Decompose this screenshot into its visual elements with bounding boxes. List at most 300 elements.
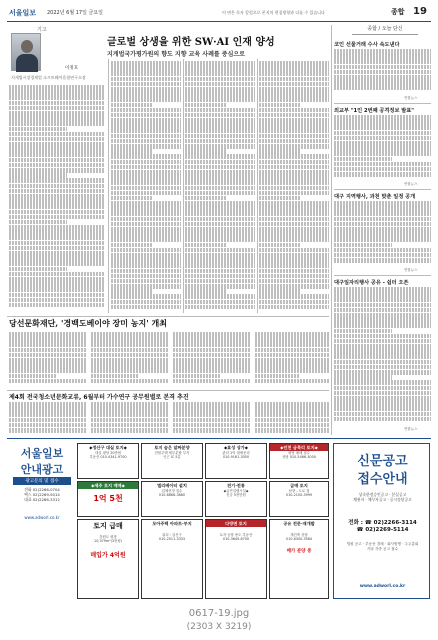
text-line: [259, 211, 329, 216]
text-line: [9, 282, 105, 287]
text-line: [173, 407, 251, 412]
text-line: [259, 279, 329, 284]
right-column-banner: 종합 / 오늘 단신: [352, 25, 418, 35]
public-notice-details: 법원 공고 · 부동산 경매 · 회사합병 · 주주총회 기타 각종 공고 접수: [346, 542, 419, 551]
text-line: [9, 418, 87, 423]
text-line: [334, 85, 431, 90]
text-line: [334, 253, 431, 258]
text-line: [111, 154, 181, 159]
ad-guide-badge: 광고문의 및 접수: [13, 477, 71, 485]
text-line: [91, 342, 169, 347]
classified-ad-title: 전기·전통: [227, 482, 245, 488]
text-line: [259, 97, 329, 102]
second-article-column-2: [91, 332, 169, 388]
text-line: [9, 407, 87, 412]
text-line: [334, 412, 431, 417]
text-line: [111, 289, 153, 294]
text-line: [185, 232, 255, 237]
text-line: [173, 402, 251, 407]
brief-divider: [334, 103, 431, 104]
classified-ad: [141, 519, 203, 599]
text-line: [91, 423, 169, 428]
brief-headline: 대구 지역행사, 과천 맞춘 일정 공개: [334, 194, 416, 200]
text-line: [259, 154, 329, 159]
text-line: [9, 368, 87, 373]
text-line: [334, 125, 431, 130]
text-line: [111, 201, 181, 206]
text-line: [334, 391, 431, 396]
text-line: [259, 263, 329, 268]
brief-source: 연합뉴스: [404, 96, 418, 100]
third-article-headline: 제4회 전국청소년문화교류, 6월부터 가수연구 공무원별로 본격 추진: [9, 394, 189, 401]
text-line: [185, 300, 255, 305]
text-line: [91, 337, 169, 342]
classified-ad-body: ◆급단설렙시설◆ 신규 5천만원: [223, 489, 249, 498]
text-line: [9, 95, 105, 100]
text-line: [334, 131, 431, 136]
classified-ad: [77, 443, 139, 479]
text-line: [185, 243, 227, 248]
text-line: [111, 108, 181, 113]
text-line: [173, 423, 251, 428]
text-line: [111, 305, 181, 310]
text-line: [334, 70, 431, 75]
text-line: [334, 308, 431, 313]
text-line: [185, 263, 255, 268]
text-line: [111, 71, 181, 76]
text-line: [111, 175, 181, 180]
section-name: 종합: [391, 8, 405, 16]
text-line: [9, 261, 105, 266]
classified-ad-body: 위치 : 일산구 010-2011-3333: [158, 533, 186, 542]
second-article-column-1: [9, 332, 87, 388]
classified-ad-title: 다방면 토지: [206, 520, 266, 527]
text-line: [259, 294, 329, 299]
text-line: [91, 353, 169, 358]
text-line: [111, 279, 181, 284]
text-line: [259, 71, 329, 76]
text-line: [111, 160, 181, 165]
text-line: [9, 379, 87, 384]
text-line: [259, 113, 329, 118]
text-line: [9, 332, 87, 337]
text-line: [185, 253, 255, 258]
text-line: [111, 237, 181, 242]
text-line: [255, 348, 329, 353]
text-line: [111, 92, 181, 97]
text-line: [111, 284, 181, 289]
text-line: [91, 412, 169, 417]
text-line: [9, 90, 105, 95]
text-line: [111, 227, 181, 232]
text-line: [9, 85, 105, 90]
text-line: [9, 152, 105, 157]
text-line: [111, 248, 181, 253]
text-line: [185, 139, 255, 144]
text-line: [111, 191, 181, 196]
text-line: [9, 178, 105, 183]
text-line: [173, 379, 251, 384]
text-line: [111, 123, 181, 128]
public-notice-ad: [333, 443, 430, 599]
text-line: [185, 217, 255, 222]
text-line: [185, 196, 227, 201]
text-line: [111, 232, 181, 237]
text-line: [9, 106, 105, 111]
classified-ad-body: 전원주택 세부분할 부지 인근 IC 5분: [154, 451, 190, 460]
text-line: [334, 248, 431, 253]
text-line: [111, 97, 181, 102]
text-line: [334, 344, 431, 349]
text-line: [91, 407, 169, 412]
text-line: [255, 374, 299, 379]
text-line: [334, 334, 431, 339]
text-line: [334, 227, 431, 232]
text-line: [111, 77, 181, 82]
text-line: [9, 272, 105, 277]
classified-ad-title: 엘리베이터 설치: [157, 482, 187, 488]
text-line: [185, 82, 255, 87]
text-line: [334, 54, 431, 59]
text-line: [9, 353, 87, 358]
text-line: [259, 66, 329, 71]
text-line: [334, 172, 431, 177]
text-line: [259, 82, 329, 87]
article-body-column-1: [9, 85, 105, 313]
brief-divider: [334, 189, 431, 190]
text-line: [9, 230, 105, 235]
right-news-column: [334, 25, 431, 431]
second-article-column-3: [173, 332, 251, 388]
text-line: [9, 101, 105, 106]
text-line: [259, 305, 329, 310]
text-line: [259, 118, 329, 123]
text-line: [185, 279, 255, 284]
text-line: [259, 237, 329, 242]
text-line: [334, 222, 431, 227]
public-notice-types: 상속한정승인공고 · 분실공고 채권자 · 채무자공고 · 공시송달공고: [353, 492, 412, 502]
text-line: [111, 186, 181, 191]
text-line: [9, 303, 105, 308]
classified-ad-title: 모아주택 아파트·부지: [152, 520, 192, 526]
text-line: [185, 170, 255, 175]
article-body-column-2: [111, 61, 181, 313]
classified-ad-price: 1억 5천: [93, 494, 123, 503]
newspaper-logo: 서울일보: [9, 9, 37, 17]
right-column-divider: [331, 25, 332, 435]
text-line: [111, 196, 153, 201]
classified-ad-body: 업체선정 접수 010-6866-3880: [158, 489, 186, 498]
image-filename: 0617-19.jpg: [188, 608, 250, 619]
classified-ad-body: 남향 - 도로 접 010-2100-3999: [285, 489, 313, 498]
text-line: [91, 358, 169, 363]
classified-ad-title: 토지 급매: [93, 521, 123, 530]
public-notice-url[interactable]: www.adworl.co.kr: [359, 584, 406, 589]
text-line: [259, 123, 329, 128]
text-line: [259, 232, 329, 237]
text-line: [334, 401, 431, 406]
text-line: [9, 132, 105, 137]
text-line: [9, 342, 87, 347]
text-line: [173, 342, 251, 347]
classified-ad: [205, 481, 267, 517]
text-line: [9, 428, 87, 433]
text-line: [255, 412, 329, 417]
text-line: [259, 128, 329, 133]
text-line: [111, 165, 181, 170]
brief-source: 연합뉴스: [404, 268, 418, 272]
classified-ad-title: 공유 전문·재개발: [283, 520, 315, 526]
text-line: [255, 379, 329, 384]
text-line: [111, 294, 181, 299]
text-line: [111, 134, 181, 139]
brief-source: 연합뉴스: [404, 427, 418, 431]
text-line: [111, 128, 181, 133]
text-line: [334, 386, 431, 391]
text-line: [259, 134, 329, 139]
text-line: [185, 118, 255, 123]
text-line: [173, 337, 251, 342]
newspaper-page: [7, 6, 431, 602]
classified-ad-title: 급매 토지: [290, 482, 308, 488]
text-line: [255, 358, 329, 363]
text-line: [259, 170, 329, 175]
text-line: [9, 158, 105, 163]
text-line: [259, 144, 329, 149]
text-line: [334, 297, 431, 302]
ad-guide-url[interactable]: www.adworl.co.kr: [24, 515, 60, 520]
text-line: [185, 248, 255, 253]
text-line: [255, 402, 329, 407]
text-line: [173, 348, 251, 353]
article-subhead: 지게법국가평가원의 향도 지향 교육 사례를 중심으로: [107, 51, 245, 58]
text-line: [334, 237, 431, 242]
text-line: [259, 248, 329, 253]
text-line: [9, 142, 105, 147]
text-line: [9, 348, 87, 353]
text-line: [173, 368, 251, 373]
text-line: [255, 423, 329, 428]
text-line: [185, 128, 255, 133]
text-line: [185, 186, 255, 191]
text-line: [259, 227, 329, 232]
text-line: [111, 222, 181, 227]
text-line: [9, 235, 105, 240]
classified-ad-title: ◆인천 금북리 토지◆: [270, 444, 328, 451]
text-line: [9, 199, 105, 204]
column-divider: [183, 59, 184, 313]
text-line: [185, 149, 227, 154]
classified-ad: [141, 481, 203, 517]
brief-headline: 외교부 "1인 2번째 공격정보 발표": [334, 108, 414, 114]
classified-ad: [269, 519, 329, 599]
text-line: [255, 418, 329, 423]
text-line: [259, 196, 301, 201]
text-line: [259, 175, 329, 180]
text-line: [111, 269, 181, 274]
text-line: [9, 251, 105, 256]
text-line: [185, 227, 255, 232]
text-line: [259, 139, 329, 144]
editorial-note: 이 면은 독자 칼럼으로 본지의 편집방향과 다를 수 있습니다: [222, 10, 325, 15]
text-line: [185, 77, 255, 82]
text-line: [334, 396, 431, 401]
text-line: [173, 418, 251, 423]
classified-ad: [77, 519, 139, 599]
text-line: [111, 82, 181, 87]
text-line: [9, 402, 87, 407]
text-line: [9, 412, 87, 417]
text-line: [259, 206, 329, 211]
text-line: [111, 149, 153, 154]
text-line: [334, 201, 431, 206]
second-article-column-4: [255, 332, 329, 388]
text-line: [259, 289, 301, 294]
text-line: [9, 256, 105, 261]
classified-ad-price: 매입가 4억원: [90, 551, 126, 559]
text-line: [259, 77, 329, 82]
text-line: [334, 157, 392, 162]
text-line: [185, 284, 255, 289]
brief-headline: 코인 선물거래 수사 속도낸다: [334, 42, 400, 48]
text-line: [259, 186, 329, 191]
text-line: [185, 113, 255, 118]
article-headline: 글로벌 상생을 위한 SW·AI 인재 양성: [107, 37, 275, 48]
text-line: [185, 180, 255, 185]
text-line: [259, 243, 301, 248]
text-line: [185, 191, 255, 196]
text-line: [9, 225, 105, 230]
text-line: [334, 406, 431, 411]
text-line: [185, 201, 255, 206]
ad-guide-subtitle: 안내광고: [20, 463, 64, 476]
text-line: [259, 222, 329, 227]
text-line: [173, 428, 251, 433]
text-line: [91, 348, 169, 353]
text-line: [9, 116, 105, 121]
classified-ad-price: 매가 분양 중: [286, 548, 312, 554]
portrait-body: [16, 54, 38, 72]
text-line: [259, 160, 329, 165]
text-line: [259, 258, 329, 263]
author-title: 지게법시장경제업 소프트웨어융합연구소장: [11, 75, 86, 80]
article-body-column-3: [185, 61, 255, 313]
text-line: [91, 363, 169, 368]
text-line: [334, 360, 431, 365]
brief-source: 연합뉴스: [404, 182, 418, 186]
ad-guide-title: 서울일보: [20, 447, 64, 460]
text-line: [91, 428, 169, 433]
text-line: [259, 253, 329, 258]
text-line: [185, 134, 255, 139]
text-line: [91, 379, 169, 384]
classified-ad-body: 토지·공장 용도 부동산 010-3640-8700: [219, 533, 253, 542]
text-line: [334, 292, 431, 297]
text-line: [334, 136, 431, 141]
ad-guide-box: [9, 443, 75, 599]
text-line: [185, 144, 255, 149]
text-line: [334, 151, 431, 156]
text-line: [334, 313, 431, 318]
text-line: [185, 175, 255, 180]
text-line: [334, 120, 431, 125]
text-line: [255, 353, 329, 358]
text-line: [111, 180, 181, 185]
text-line: [255, 337, 329, 342]
text-line: [334, 49, 431, 54]
text-line: [111, 206, 181, 211]
text-line: [111, 170, 181, 175]
text-line: [111, 243, 153, 248]
text-line: [111, 144, 181, 149]
text-line: [185, 92, 255, 97]
text-line: [9, 215, 105, 220]
text-line: [9, 220, 67, 225]
text-line: [334, 287, 431, 292]
text-line: [185, 108, 255, 113]
text-line: [91, 418, 169, 423]
text-line: [185, 160, 255, 165]
text-line: [9, 374, 56, 379]
text-line: [111, 253, 181, 258]
brief-body: [334, 287, 431, 425]
classified-ad-title: ◆효성 상가◆: [223, 444, 249, 450]
text-line: [9, 363, 87, 368]
text-line: [9, 137, 105, 142]
text-line: [259, 92, 329, 97]
text-line: [9, 246, 105, 251]
column-divider: [108, 59, 109, 313]
text-line: [173, 374, 220, 379]
text-line: [185, 274, 255, 279]
text-line: [9, 267, 67, 272]
text-line: [259, 269, 329, 274]
text-line: [185, 154, 255, 159]
brief-headline: 대구일자리행사 공유 - 쉼터 오픈: [334, 280, 409, 286]
text-line: [185, 258, 255, 263]
classified-ad-title: ◆정산구 대실 토지◆: [89, 444, 127, 450]
brief-body: [334, 115, 431, 181]
text-line: [185, 97, 255, 102]
article-kicker: 기고: [37, 27, 47, 33]
text-line: [255, 332, 329, 337]
text-line: [334, 75, 431, 80]
text-line: [185, 237, 255, 242]
text-line: [9, 358, 87, 363]
public-notice-subtitle: 접수안내: [357, 472, 408, 487]
text-line: [111, 113, 181, 118]
text-line: [185, 269, 255, 274]
text-line: [173, 332, 251, 337]
third-article-column-2: [91, 402, 169, 434]
text-line: [9, 293, 105, 298]
author-portrait: [11, 33, 41, 71]
second-article-headline: 당선문화재단, '경백도베이야 장미 농지' 개최: [9, 318, 167, 328]
text-line: [111, 211, 181, 216]
text-line: [9, 184, 105, 189]
text-line: [259, 300, 329, 305]
text-line: [334, 232, 431, 237]
text-line: [334, 417, 431, 422]
column-divider: [257, 59, 258, 313]
text-line: [111, 66, 181, 71]
third-article-column-3: [173, 402, 251, 434]
text-line: [255, 428, 329, 433]
text-line: [255, 368, 329, 373]
classified-ad: [205, 443, 267, 479]
text-line: [185, 103, 227, 108]
classified-ads-grid: [77, 443, 329, 599]
